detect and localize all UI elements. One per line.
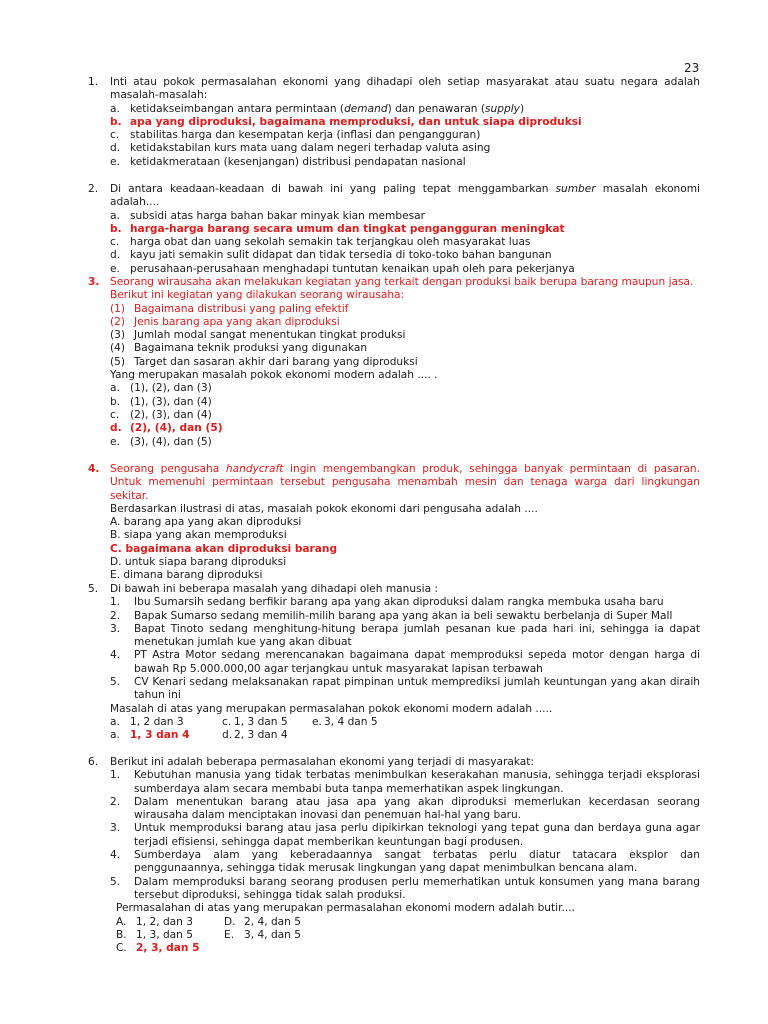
question-text: Inti atau pokok permasalahan ekonomi yang dihadapi oleh setiap masyarakat atau suatu negara adalah masalah-masalah: bbox=[110, 76, 700, 102]
list-item-1: (1) Bagaimana distribusi yang paling efektif bbox=[110, 302, 349, 315]
list-item-4: (4) Bagaimana teknik produksi yang digunakan bbox=[110, 342, 368, 355]
option-a[interactable]: a. 1, 2 dan 3 bbox=[110, 715, 184, 728]
list-item-5: (5) Target dan sasaran akhir dari barang yang diproduksi bbox=[110, 355, 418, 368]
question-prompt: Yang merupakan masalah pokok ekonomi modern adalah .... . bbox=[110, 369, 438, 382]
option-c[interactable]: c. (2), (3), dan (4) bbox=[110, 408, 212, 421]
options-row-1 bbox=[110, 716, 700, 729]
question-number: 3. bbox=[88, 276, 100, 288]
option-d[interactable]: d. ketidakstabilan kurs mata uang dalam negeri terhadap valuta asing bbox=[110, 142, 491, 155]
question-6 bbox=[88, 756, 700, 955]
option-b[interactable]: B. 1, 3, dan 5 bbox=[116, 928, 193, 941]
option-a[interactable]: a. (1), (2), dan (3) bbox=[110, 382, 212, 395]
option-a[interactable]: a. subsidi atas harga bahan bakar minyak kian membesar bbox=[110, 209, 425, 222]
question-number: 5. bbox=[88, 583, 99, 595]
list-item-5: 5. CV Kenari sedang melaksanakan rapat pimpinan untuk memprediksi jumlah keuntungan yang akan diraih tahun ini bbox=[110, 676, 700, 702]
question-text: Berikut ini adalah beberapa permasalahan ekonomi yang terjadi di masyarakat: bbox=[110, 756, 534, 768]
option-c-answer[interactable]: C. 2, 3, dan 5 bbox=[116, 942, 200, 955]
list-item-3: (3) Jumlah modal sangat menentukan tingkat produksi bbox=[110, 329, 406, 342]
list-item-2: (2) Jenis barang apa yang akan diproduksi bbox=[110, 315, 340, 328]
option-a[interactable]: a. ketidakseimbangan antara permintaan (demand) dan penawaran (supply) bbox=[110, 102, 525, 115]
option-a[interactable]: A. barang apa yang akan diproduksi bbox=[110, 516, 302, 529]
option-e[interactable]: E. 3, 4, dan 5 bbox=[224, 928, 301, 941]
option-a[interactable]: A. 1, 2, dan 3 bbox=[116, 915, 193, 928]
option-e[interactable]: e. (3), (4), dan (5) bbox=[110, 435, 212, 448]
question-number: 2. bbox=[88, 183, 99, 195]
question-text: Seorang wirausaha akan melakukan kegiatan yang terkait dengan produksi baik berupa barang maupun jasa. bbox=[110, 276, 694, 288]
option-b[interactable]: B. siapa yang akan memproduksi bbox=[110, 529, 287, 542]
question-subtext: Berikut ini kegiatan yang dilakukan seorang wirausaha: bbox=[110, 289, 405, 302]
option-c[interactable]: c. 1, 3 dan 5 bbox=[222, 715, 288, 728]
option-e[interactable]: E. dimana barang diproduksi bbox=[110, 569, 263, 582]
option-e[interactable]: e. 3, 4 dan 5 bbox=[312, 715, 378, 728]
option-d[interactable]: d. kayu jati semakin sulit didapat dan tidak tersedia di toko-toko bahan bangunan bbox=[110, 249, 552, 262]
list-item-1: 1. Kebutuhan manusia yang tidak terbatas menimbulkan keserakahan manusia, sehingga terjadi eksplorasi sumberdaya alam secara membabi buta tanpa memerhatikan aspek lingkungan. bbox=[110, 769, 700, 795]
option-b-answer[interactable]: b. apa yang diproduksi, bagaimana memproduksi, dan untuk siapa diproduksi bbox=[110, 115, 582, 128]
page-number: 23 bbox=[684, 61, 700, 75]
question-5 bbox=[88, 583, 700, 743]
option-d[interactable]: d. 2, 3 dan 4 bbox=[222, 729, 288, 742]
option-b[interactable]: b. (1), (3), dan (4) bbox=[110, 395, 212, 408]
option-c-answer[interactable]: C. bagaimana akan diproduksi barang bbox=[110, 542, 338, 555]
options-row-2 bbox=[110, 729, 700, 742]
question-text: Di bawah ini beberapa masalah yang dihadapi oleh manusia : bbox=[110, 583, 438, 595]
list-item-4: 4. PT Astra Motor sedang merencanakan bagaimana dapat memproduksi sepeda motor dengan harga di bawah Rp 5.000.000,00 agar terjangkau untuk masyarakat lapisan terbawah bbox=[110, 649, 700, 675]
option-e[interactable]: e. ketidakmerataan (kesenjangan) distribusi pendapatan nasional bbox=[110, 155, 466, 168]
option-d[interactable]: D. untuk siapa barang diproduksi bbox=[110, 556, 287, 569]
question-prompt: Masalah di atas yang merupakan permasalahan pokok ekonomi modern adalah ..... bbox=[110, 702, 553, 715]
question-3 bbox=[88, 276, 700, 449]
option-c[interactable]: c. stabilitas harga dan kesempatan kerja (inflasi dan pengangguran) bbox=[110, 129, 481, 142]
options-row-1 bbox=[116, 916, 700, 929]
question-text: Di antara keadaan-keadaan di bawah ini yang paling tepat menggambarkan sumber masalah ekonomi adalah.... bbox=[110, 183, 701, 209]
question-2 bbox=[88, 183, 700, 276]
question-number: 4. bbox=[88, 463, 100, 475]
options-row-2 bbox=[116, 929, 700, 942]
question-prompt: Berdasarkan ilustrasi di atas, masalah pokok ekonomi dari pengusaha adalah .... bbox=[110, 502, 538, 515]
question-prompt: Permasalahan di atas yang merupakan permasalahan ekonomi modern adalah butir.... bbox=[116, 902, 575, 915]
question-1 bbox=[88, 76, 700, 169]
list-item-3: 3. Untuk memproduksi barang atau jasa perlu dipikirkan teknologi yang tepat guna dan berdaya guna agar terjadi efisiensi, sehingga dapat memberikan keuntungan bagi produsen. bbox=[110, 822, 700, 848]
option-b-answer[interactable]: a. 1, 3 dan 4 bbox=[110, 729, 190, 742]
list-item-2: 2. Bapak Sumarso sedang memilih-milih barang apa yang akan ia beli sewaktu berbelanja di Super Mall bbox=[110, 609, 673, 622]
list-item-5: 5. Dalam memproduksi barang seorang produsen perlu memerhatikan untuk konsumen yang mana barang tersebut diproduksi, sehingga tidak salah produksi. bbox=[110, 875, 700, 901]
question-number: 1. bbox=[88, 76, 99, 88]
option-d-answer[interactable]: d. (2), (4), dan (5) bbox=[110, 422, 223, 435]
option-c[interactable]: c. harga obat dan uang sekolah semakin tak terjangkau oleh masyarakat luas bbox=[110, 236, 531, 249]
list-item-3: 3. Bapat Tinoto sedang menghitung-hitung berapa jumlah pesanan kue pada hari ini, sehingga ia dapat menetukan jumlah kue yang akan dibuat bbox=[110, 622, 700, 649]
option-e[interactable]: e. perusahaan-perusahaan menghadapi tuntutan kenaikan upah oleh para pekerjanya bbox=[110, 262, 575, 275]
option-d[interactable]: D. 2, 4, dan 5 bbox=[224, 915, 301, 928]
option-b-answer[interactable]: b. harga-harga barang secara umum dan tingkat pengangguran meningkat bbox=[110, 222, 565, 235]
list-item-1: 1. Ibu Sumarsih sedang berfikir barang apa yang akan diproduksi dalam rangka membuka usaha baru bbox=[110, 596, 664, 609]
list-item-2: 2. Dalam menentukan barang atau jasa apa yang akan diproduksi memerlukan kecerdasan seorang wirausaha dalam menciptakan inovasi dan penemuan hal-hal yang baru. bbox=[110, 795, 700, 822]
list-item-4: 4. Sumberdaya alam yang keberadaannya sangat terbatas perlu diatur tatacara eksplor dan penggunaannya, sehingga tidak merusak lingkungan yang dapat menimbulkan bencana alam. bbox=[110, 849, 700, 875]
question-text: Seorang pengusaha handycraft ingin mengembangkan produk, sehingga banyak permintaan di pasaran. Untuk memenuhi permintaan tersebut pengusaha menambah mesin dan tenaga warga dari lingkungan sekitar. bbox=[110, 463, 700, 502]
question-number: 6. bbox=[88, 756, 99, 768]
question-4 bbox=[88, 463, 700, 583]
